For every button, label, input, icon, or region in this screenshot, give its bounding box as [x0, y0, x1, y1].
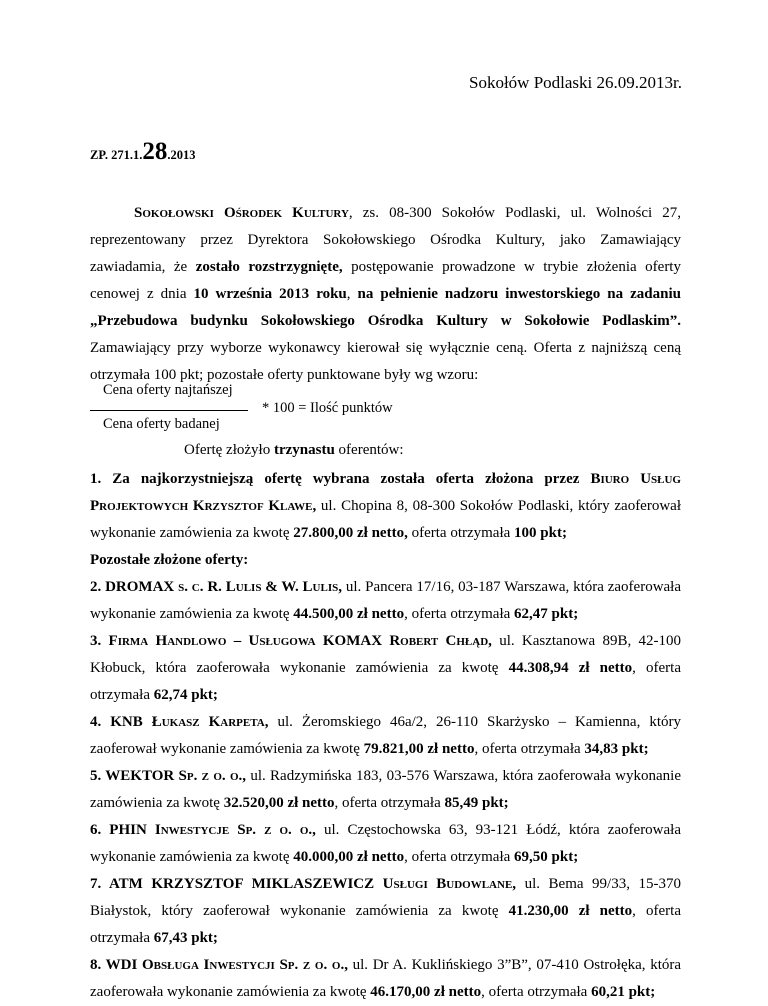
- offers-list: [90, 466, 681, 1006]
- offer-item-3: 3. Firma Handlowo – Usługowa KOMAX Robert Chłąd, ul. Kasztanowa 89B, 42-100 Kłobuck, która zaoferowała wykonanie zamówienia za kwotę 44.308,94 zł netto, oferta otrzymała 62,74 pkt;: [90, 633, 681, 703]
- formula-numerator: Cena oferty najtańszej: [103, 382, 233, 398]
- offer-item-1: 1. Za najkorzystniejszą ofertę wybrana została oferta złożona przez Biuro Usług Projektowych Krzysztof Klawe, ul. Chopina 8, 08-300 Sokołów Podlaski, który zaoferował wykonanie zamówienia za kwotę 27.800,00 zł netto, oferta otrzymała 100 pkt;: [90, 471, 681, 541]
- offer-item-2: 2. DROMAX s. c. R. Lulis & W. Lulis, ul. Pancera 17/16, 03-187 Warszawa, która zaoferowała wykonanie zamówienia za kwotę 44.500,00 zł netto, oferta otrzymała 62,47 pkt;: [90, 579, 682, 622]
- fraction-line: [90, 410, 248, 411]
- offer-item-5: 5. WEKTOR Sp. z o. o., ul. Radzymińska 183, 03-576 Warszawa, która zaoferowała wykonanie zamówienia za kwotę 32.520,00 zł netto, oferta otrzymała 85,49 pkt;: [90, 768, 681, 811]
- offer-item-6: 6. PHIN Inwestycje Sp. z o. o., ul. Częstochowska 63, 93-121 Łódź, która zaoferowała wykonanie zamówienia za kwotę 40.000,00 zł netto, oferta otrzymała 69,50 pkt;: [90, 822, 682, 865]
- formula-denominator: Cena oferty badanej: [103, 416, 220, 432]
- formula-result: * 100 = Ilość punktów: [262, 400, 393, 416]
- organization-name: Sokołowski Ośrodek Kultury: [134, 205, 349, 221]
- reference-number: [90, 138, 195, 166]
- ref-suffix: .2013: [167, 148, 196, 162]
- contract-subject: na pełnienie nadzoru inwestorskiego na zadaniu „Przebudowa budynku Sokołowskiego Ośrodka Kultury w Sokołowie Podlaskim”.: [90, 286, 681, 329]
- scoring-formula: [90, 382, 681, 442]
- offer-count: Ofertę złożyło trzynastu oferentów:: [184, 442, 404, 458]
- intro-paragraph: Sokołowski Ośrodek Kultury, zs. 08-300 Sokołów Podlaski, ul. Wolności 27, reprezentowany przez Dyrektora Sokołowskiego Ośrodka Kultury, jako Zamawiający zawiadamia, że zostało rozstrzygnięte, postępowanie prowadzone w trybie złożenia oferty cenowej z dnia 10 września 2013 roku, na pełnienie nadzoru inwestorskiego na zadaniu „Przebudowa budynku Sokołowskiego Ośrodka Kultury w Sokołowie Podlaskim”. Zamawiający przy wyborze wykonawcy kierował się wyłącznie ceną. Oferta z najniższą ceną otrzymała 100 pkt; pozostałe oferty punktowane były wg wzoru:: [90, 205, 681, 383]
- offer-item-4: 4. KNB Łukasz Karpeta, ul. Żeromskiego 46a/2, 26-110 Skarżysko – Kamienna, który zaoferował wykonanie zamówienia za kwotę 79.821,00 zł netto, oferta otrzymała 34,83 pkt;: [90, 714, 681, 757]
- ref-prefix: ZP. 271.1.: [90, 148, 143, 162]
- offer-item-7: 7. ATM KRZYSZTOF MIKLASZEWICZ Usługi Budowlane, ul. Bema 99/33, 15-370 Białystok, który zaoferował wykonanie zamówienia za kwotę 41.230,00 zł netto, oferta otrzymała 67,43 pkt;: [90, 876, 682, 946]
- ref-number: 28: [142, 138, 168, 165]
- offer-item-8: 8. WDI Obsługa Inwestycji Sp. z o. o., ul. Dr A. Kuklińskiego 3”B”, 07-410 Ostrołęka, która zaoferowała wykonanie zamówienia za kwotę 46.170,00 zł netto, oferta otrzymała 60,21 pkt;: [90, 957, 682, 1000]
- date-line: Sokołów Podlaski 26.09.2013r.: [469, 73, 682, 92]
- others-heading: Pozostałe złożone oferty:: [90, 552, 249, 568]
